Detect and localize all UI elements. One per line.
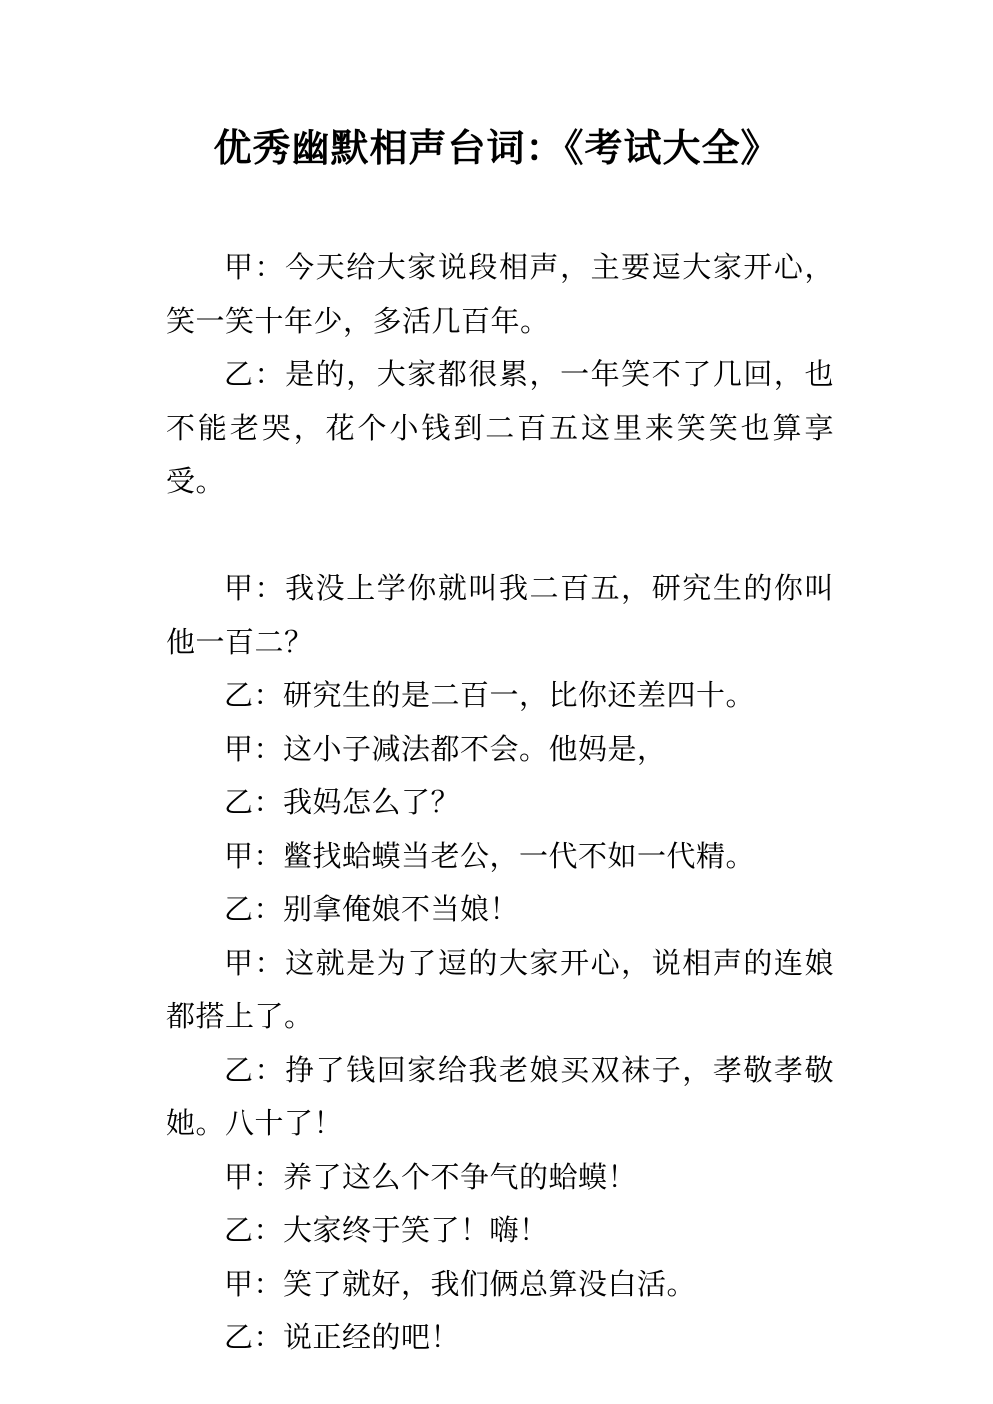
paragraph: 甲：笑了就好，我们俩总算没白活。 [224,1266,697,1301]
paragraph: 乙：大家终于笑了！嗨！ [224,1213,549,1247]
paragraph: 甲：鳖找蛤蟆当老公，一代不如一代精。 [224,838,756,873]
paragraph: 乙：说正经的吧！ [224,1320,461,1354]
paragraph: 乙：我妈怎么了？ [224,785,461,819]
paragraph: 乙：别拿俺娘不当娘！ [224,892,520,926]
paragraph: 乙：挣了钱回家给我老娘买双袜子，孝敬孝敬她。八十了！ [166,1052,834,1140]
paragraph: 乙：研究生的是二百一，比你还差四十。 [224,678,756,712]
document-title: 优秀幽默相声台词：《考试大全》 [213,126,780,170]
paragraph: 甲：这小子减法都不会。他妈是， [224,731,667,766]
document-body [166,241,834,1365]
paragraph: 乙：是的，大家都很累，一年笑不了几回，也不能老哭，花个小钱到二百五这里来笑笑也算享受。 [166,357,834,498]
paragraph: 甲：我没上学你就叫我二百五，研究生的你叫他一百二？ [166,571,834,659]
paragraph: 甲：这就是为了逗的大家开心，说相声的连娘都搭上了。 [166,945,834,1033]
paragraph: 甲：今天给大家说段相声，主要逗大家开心，笑一笑十年少，多活几百年。 [166,250,834,338]
paragraph: 甲：养了这么个不争气的蛤蟆！ [224,1159,638,1194]
